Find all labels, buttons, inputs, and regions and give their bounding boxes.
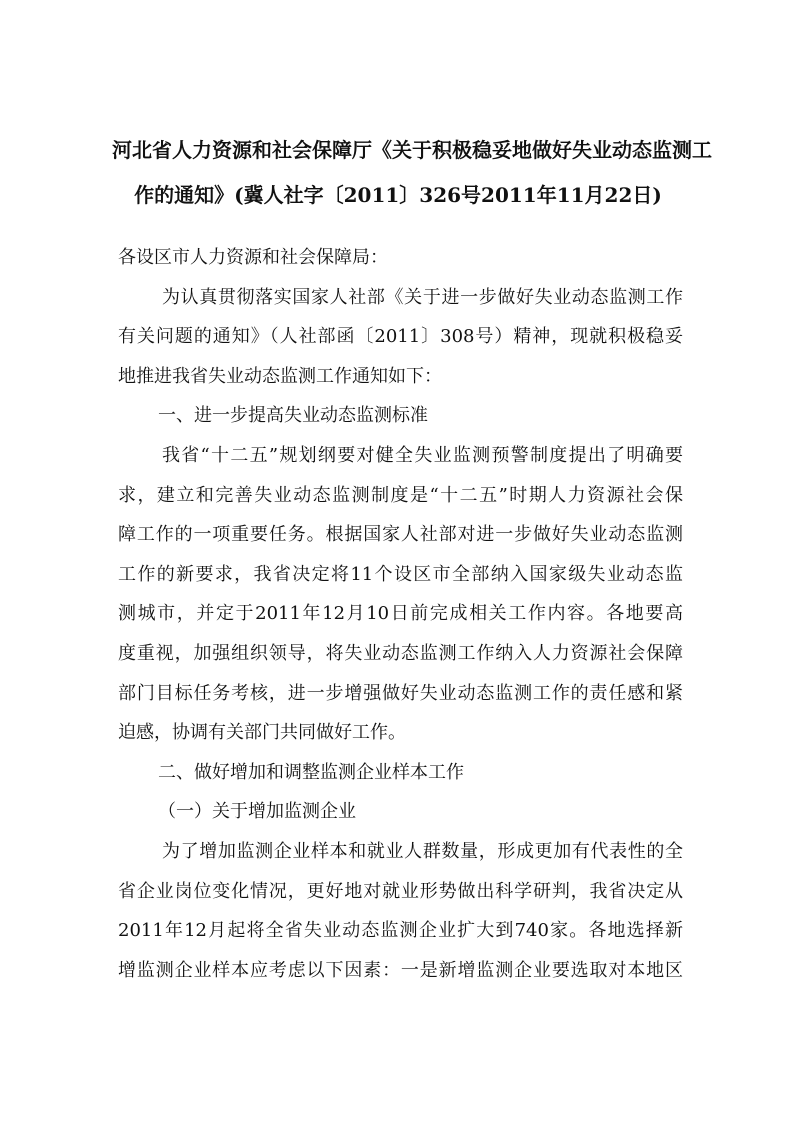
intro-line: 为认真贯彻落实国家人社部《关于进一步做好失业动态监测工作	[162, 286, 683, 308]
title-line-1: 河北省人力资源和社会保障厅《关于积极稳妥地做好失业动态监测工	[112, 138, 712, 162]
section-heading-2: 二、做好增加和调整监测企业样本工作	[158, 761, 464, 783]
section1-line: 度重视，加强组织领导，将失业动态监测工作纳入人力资源社会保障	[118, 642, 683, 664]
intro-line: 地推进我省失业动态监测工作通知如下：	[118, 365, 442, 387]
subsection1-line: 增监测企业样本应考虑以下因素：一是新增监测企业要选取对本地区	[118, 959, 683, 981]
subsection1-line: 为了增加监测企业样本和就业人群数量，形成更加有代表性的全	[162, 840, 683, 862]
intro-line: 有关问题的通知》（人社部函〔2011〕308号）精神，现就积极稳妥	[118, 326, 683, 348]
section-heading-1: 一、进一步提高失业动态监测标准	[158, 405, 428, 427]
section1-line: 我省“十二五”规划纲要对健全失业监测预警制度提出了明确要	[162, 444, 683, 466]
section1-line: 工作的新要求，我省决定将11个设区市全部纳入国家级失业动态监	[118, 563, 683, 585]
section1-line: 求，建立和完善失业动态监测制度是“十二五”时期人力资源社会保	[118, 484, 683, 506]
section1-line: 迫感，协调有关部门共同做好工作。	[118, 722, 406, 744]
title-line-2: 作的通知》(冀人社字〔2011〕326号2011年11月22日)	[134, 183, 662, 207]
document-body	[118, 238, 683, 990]
section1-line: 测城市，并定于2011年12月10日前完成相关工作内容。各地要高	[118, 603, 683, 625]
section1-line: 障工作的一项重要任务。根据国家人社部对进一步做好失业动态监测	[118, 524, 683, 546]
subsection-heading-1: （一）关于增加监测企业	[158, 801, 356, 823]
subsection1-line: 2011年12月起将全省失业动态监测企业扩大到740家。各地选择新	[118, 920, 683, 942]
subsection1-line: 省企业岗位变化情况，更好地对就业形势做出科学研判，我省决定从	[118, 880, 683, 902]
section1-line: 部门目标任务考核，进一步增强做好失业动态监测工作的责任感和紧	[118, 682, 683, 704]
salutation: 各设区市人力资源和社会保障局：	[118, 247, 388, 268]
document-title	[112, 128, 712, 218]
